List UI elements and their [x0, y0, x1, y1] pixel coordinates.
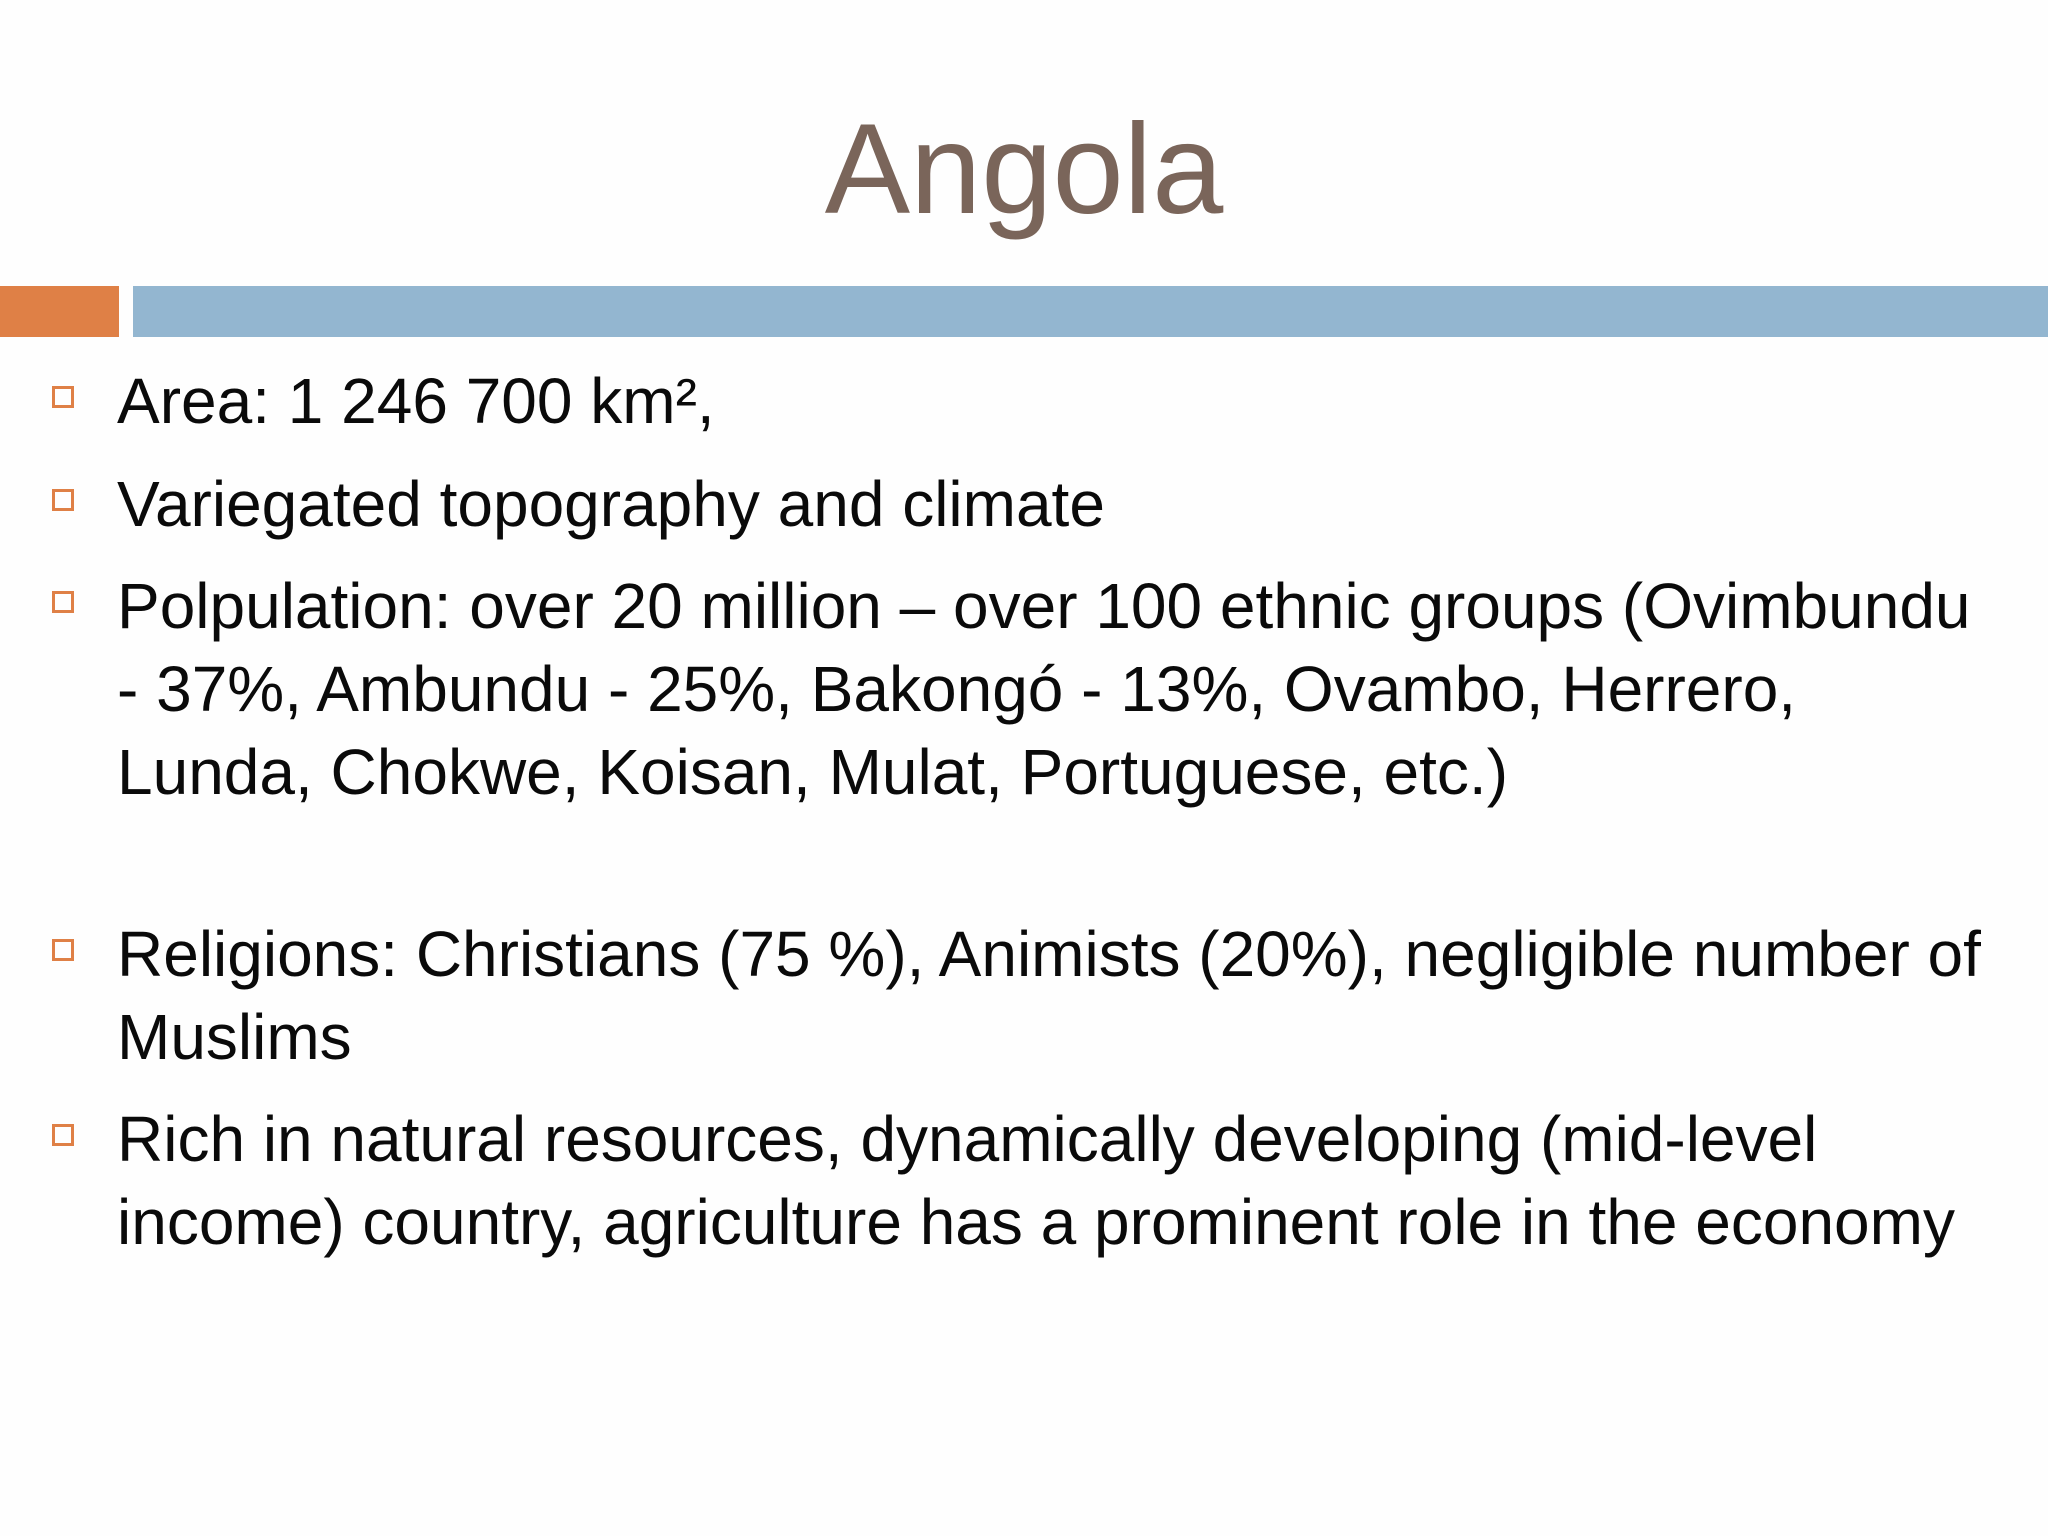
- square-bullet-icon: [52, 591, 74, 613]
- square-bullet-icon: [52, 1124, 74, 1146]
- bullet-item-religions: [0, 913, 2048, 1079]
- square-bullet-icon: [52, 939, 74, 961]
- bullet-text: Variegated topography and climate: [117, 468, 1105, 540]
- bullet-text: Rich in natural resources, dynamically developing (mid-level income) country, agriculture has a prominent role in the economy: [117, 1103, 1955, 1258]
- bullet-item-area: [0, 360, 2048, 443]
- bullet-item-topography: [0, 463, 2048, 546]
- accent-bar-orange: [0, 286, 119, 337]
- square-bullet-icon: [52, 489, 74, 511]
- slide-title: Angola: [824, 98, 1224, 241]
- square-bullet-icon: [52, 386, 74, 408]
- bullet-item-population: [0, 565, 2048, 814]
- bullet-text: Religions: Christians (75 %), Animists (20%), negligible number of Muslims: [117, 918, 1981, 1073]
- bullet-item-resources: [0, 1098, 2048, 1264]
- accent-bar-blue: [133, 286, 2048, 337]
- bullet-text: Polpulation: over 20 million – over 100 ethnic groups (Ovimbundu - 37%, Ambundu - 25%, Bakongó - 13%, Ovambo, Herrero, Lunda, Chokwe, Koisan, Mulat, Portuguese, etc.): [117, 570, 1971, 808]
- bullet-text: Area: 1 246 700 km²,: [117, 365, 715, 437]
